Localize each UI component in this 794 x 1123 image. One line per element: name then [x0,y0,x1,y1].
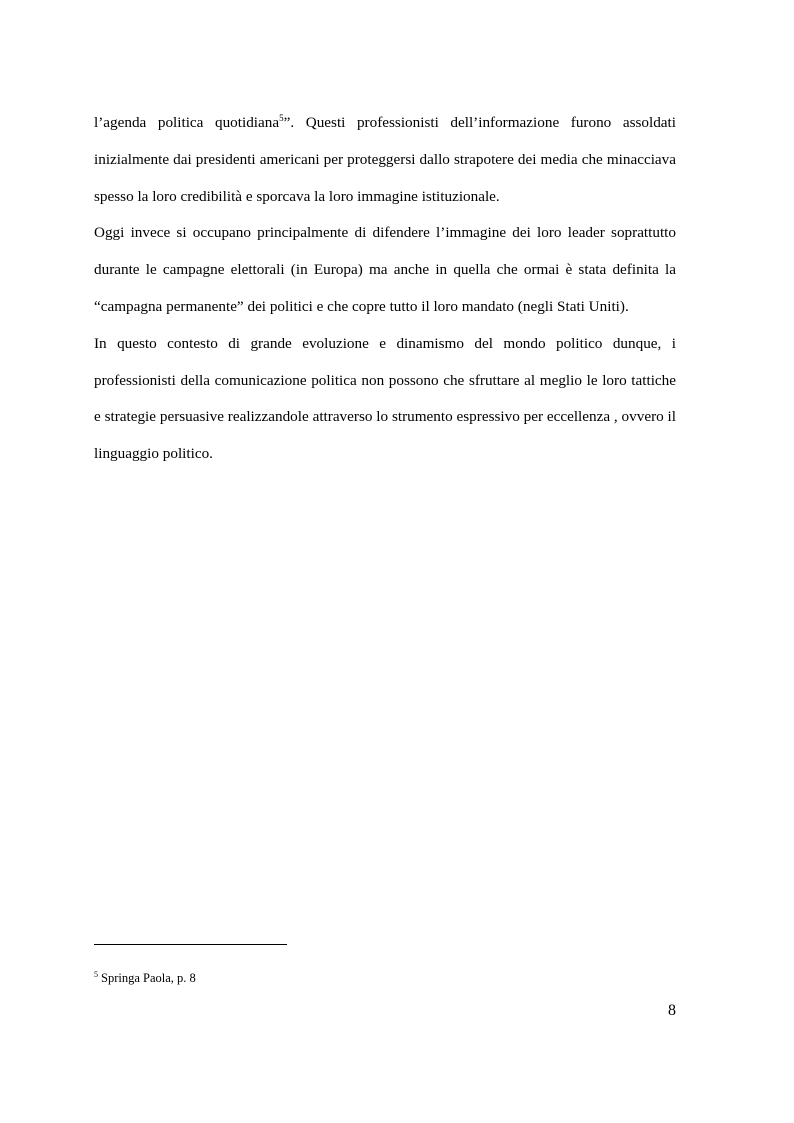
footnote-reference[interactable]: 5 [279,113,284,123]
page-number: 8 [668,1002,676,1019]
footnote [94,970,196,986]
paragraph-1 [94,105,676,215]
paragraph-1-text-start: l’agenda politica quotidiana [94,114,280,131]
body-text [94,105,676,473]
footnote-text: Springa Paola, p. 8 [101,971,196,985]
paragraph-3: In questo contesto di grande evoluzione e dinamismo del mondo politico dunque, i professionisti della comunicazione politica non possono che sfruttare al meglio le loro tattiche e strategie persuasive realizzandole attraverso lo strumento espressivo per eccellenza , ovvero il linguaggio politico. [94,334,676,463]
footnote-separator [94,944,287,945]
paragraph-1-text-end: ”. Questi professionisti dell’informazione furono assoldati inizialmente dai presidenti americani per proteggersi dallo strapotere dei media che minacciava spesso la loro credibilità e sporcava la loro immagine istituzionale. [94,114,676,205]
footnote-number: 5 [94,970,98,979]
paragraph-2: Oggi invece si occupano principalmente di difendere l’immagine dei loro leader soprattutto durante le campagne elettorali (in Europa) ma anche in quella che ormai è stata definita la “campagna permanente” dei politici e che copre tutto il loro mandato (negli Stati Uniti). [94,224,676,315]
